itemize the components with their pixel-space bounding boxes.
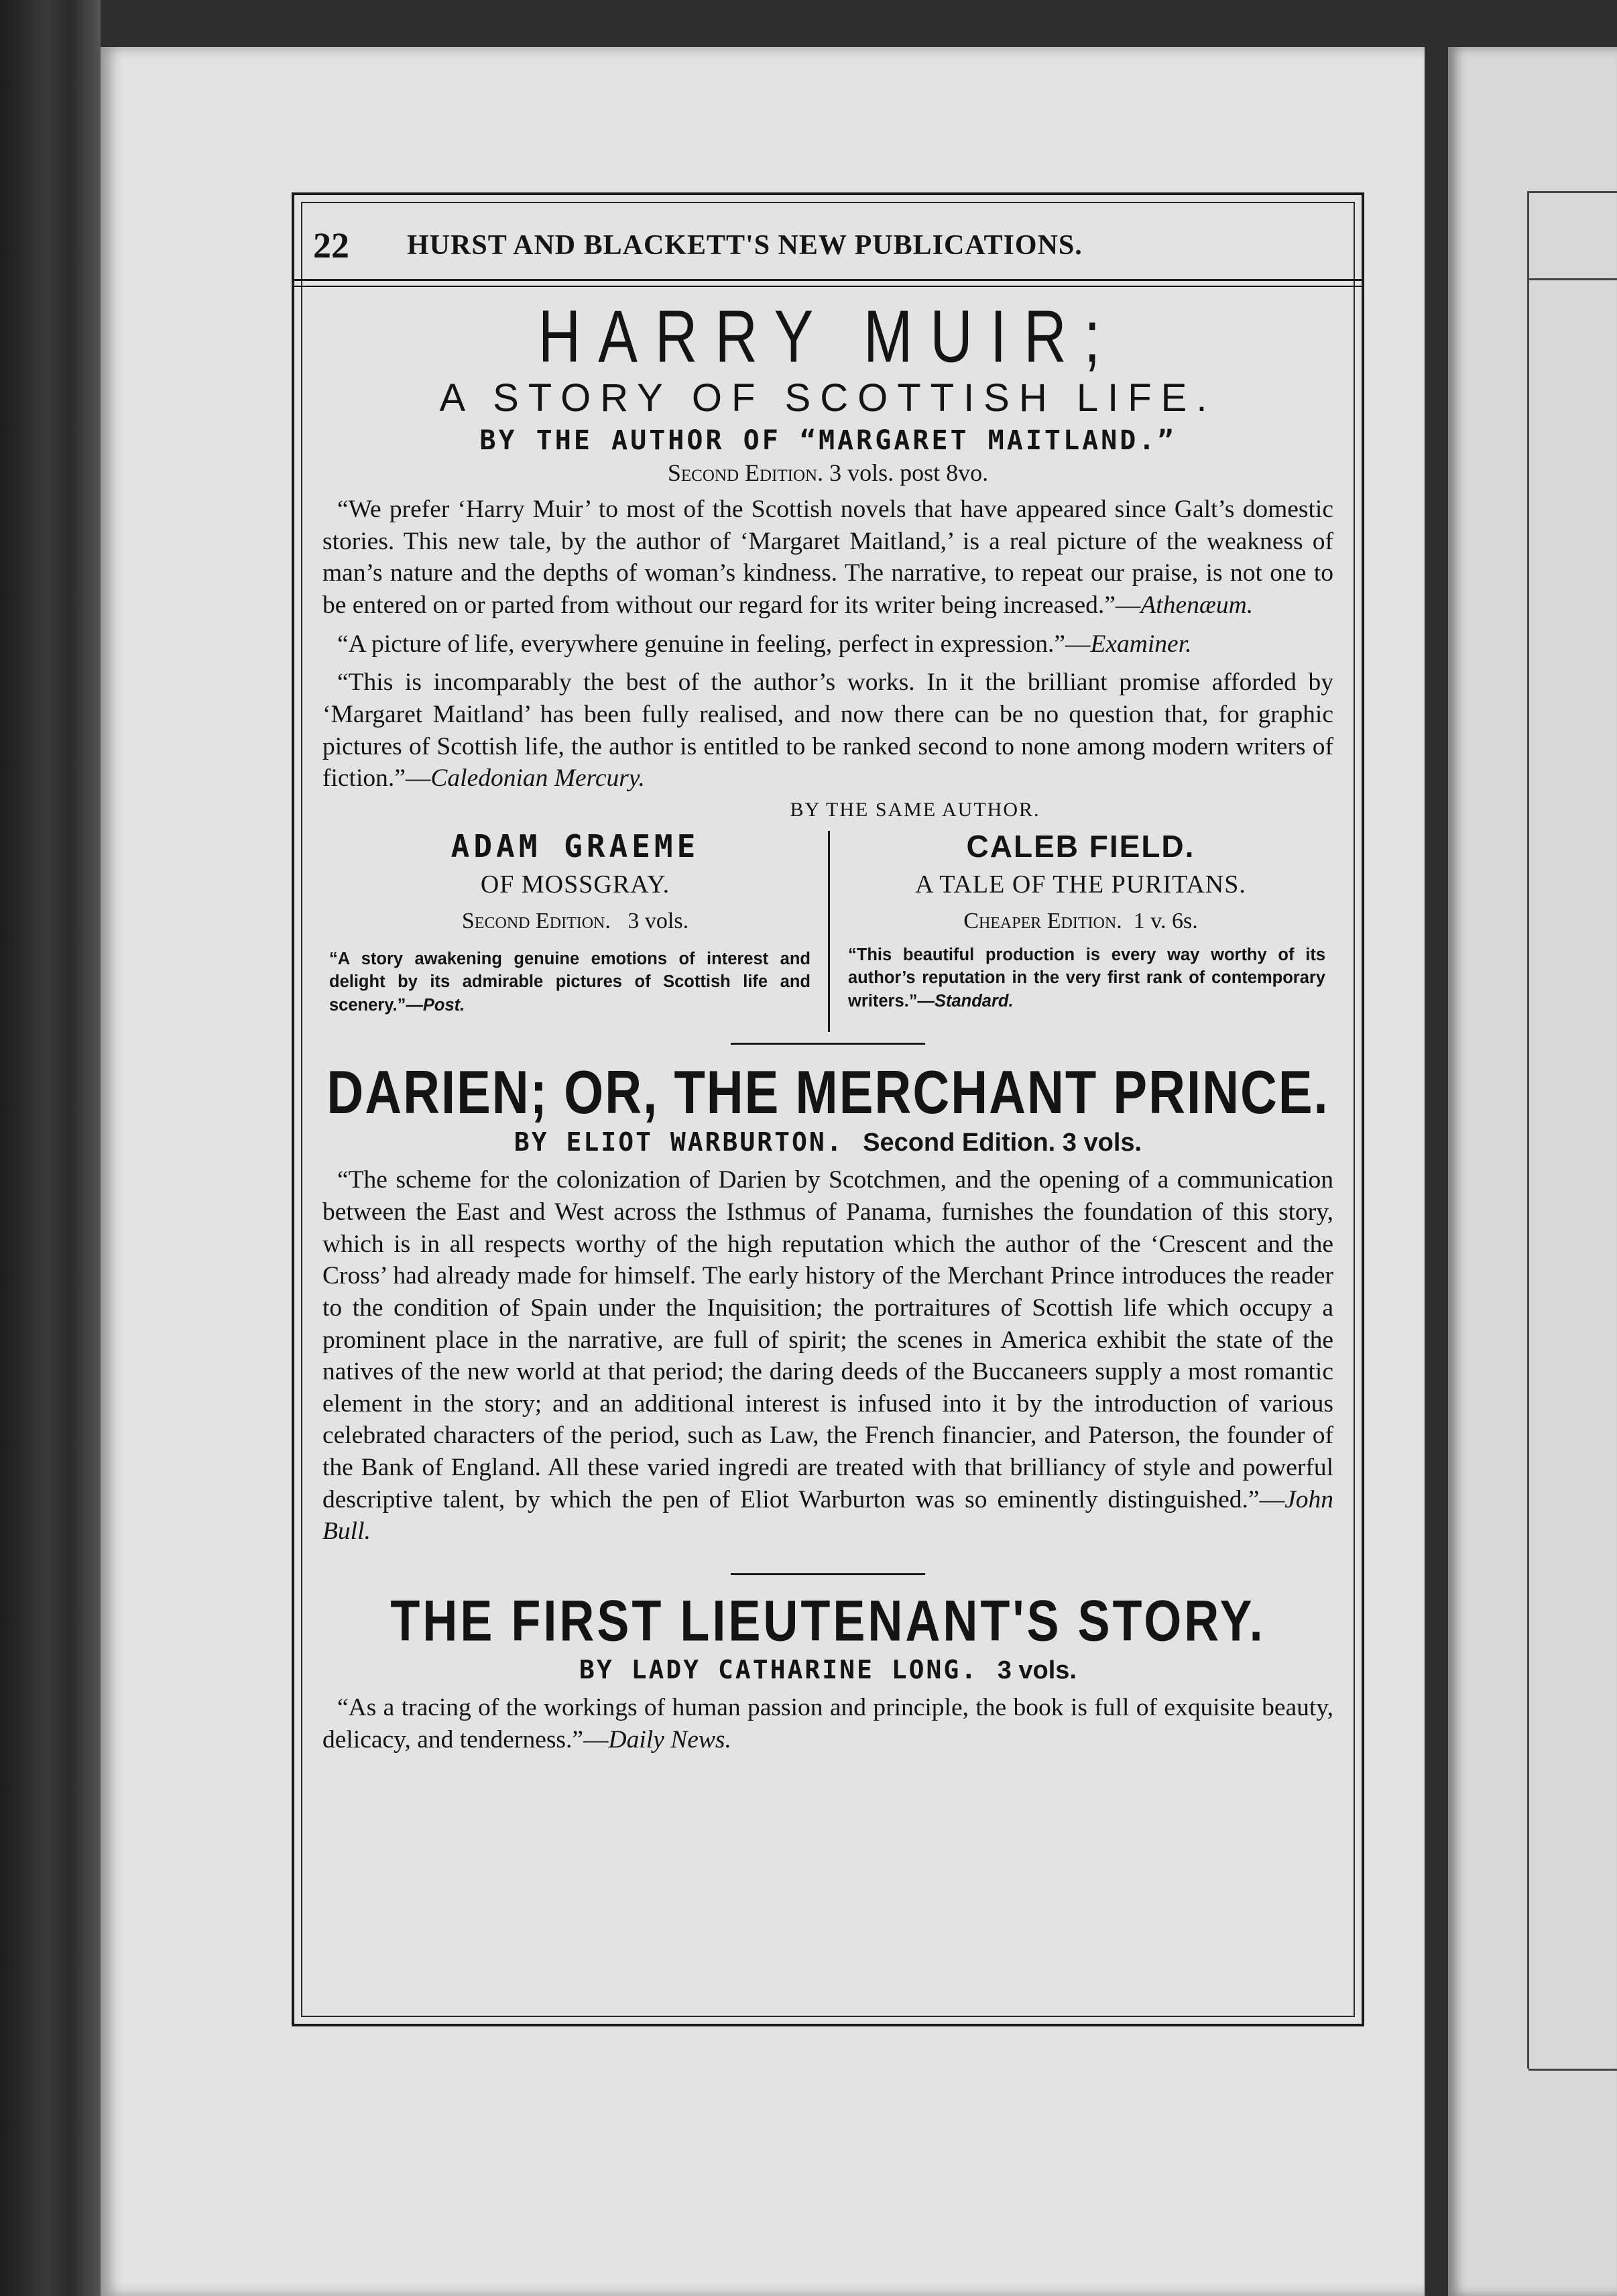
caleb-field-vols: 1 v. 6s. — [1133, 908, 1198, 933]
adam-graeme-vols: 3 vols. — [627, 908, 689, 933]
review-text: “As a tracing of the workings of human passion and principle, the book is full of exquisite beauty, delicacy, and tenderness.”— — [322, 1694, 1333, 1754]
review-source: Standard. — [934, 992, 1014, 1011]
first-lieutenant-byline: BY LADY CATHARINE LONG. — [579, 1655, 979, 1685]
caleb-field-subtitle: A TALE OF THE PURITANS. — [915, 870, 1246, 899]
review-text: “A picture of life, everywhere genuine in feeling, perfect in expression.”— — [337, 630, 1091, 658]
darien-byline-line — [322, 1127, 1333, 1157]
darien-heading — [322, 1058, 1333, 1158]
review-quote — [322, 628, 1333, 661]
section-separator — [731, 1573, 925, 1575]
same-author-label: BY THE SAME AUTHOR. — [790, 798, 1040, 821]
caleb-field-edition: Cheaper Edition. — [963, 908, 1122, 933]
darien-byline: BY ELIOT WARBURTON. — [514, 1127, 844, 1157]
caleb-field-edition-line — [828, 909, 1333, 934]
first-lieutenant-vols: 3 vols. — [997, 1656, 1077, 1685]
darien-review — [322, 1164, 1333, 1548]
review-text: “A story awakening genuine emotions of interest and delight by its admirable pictures of Scottish life and scenery.”— — [329, 949, 811, 1015]
adam-graeme-subtitle: OF MOSSGRAY. — [480, 870, 670, 899]
caleb-field-entry — [828, 824, 1333, 1017]
harry-muir-subtitle: A STORY OF SCOTTISH LIFE. — [439, 376, 1217, 420]
facing-page-rule — [1529, 278, 1617, 280]
harry-muir-heading — [322, 294, 1333, 487]
darien-title: DARIEN; OR, THE MERCHANT PRINCE. — [326, 1058, 1329, 1127]
adam-graeme-edition: Second Edition. — [461, 908, 611, 933]
facing-page-border — [1527, 191, 1529, 2069]
darien-edition: Second Edition. 3 vols. — [863, 1129, 1142, 1157]
harry-muir-byline: BY THE AUTHOR OF “MARGARET MAITLAND.” — [479, 425, 1177, 457]
harry-muir-title: HARRY MUIR; — [538, 294, 1118, 378]
adam-graeme-review — [322, 948, 828, 1017]
review-text: “This is incomparably the best of the author’s works. In it the brilliant promise afforded by ‘Margaret Maitland’ has been fully realised, and now there can be no question that, for graphic pictures of Scottish life, the author is entitled to be ranked second to none among modern writers of fiction.”— — [322, 669, 1333, 793]
review-text: “This beautiful production is every way worthy of its author’s reputation in the very first rank of contemporary writers.”— — [848, 945, 1325, 1011]
header-rule — [294, 279, 1362, 281]
first-lieutenant-heading — [322, 1589, 1333, 1685]
book-spine — [0, 0, 101, 2296]
first-lieutenant-byline-line — [322, 1655, 1333, 1685]
review-source: Examiner. — [1090, 630, 1192, 658]
facing-page-rule — [1529, 191, 1617, 193]
page-number: 22 — [313, 225, 349, 266]
same-author-columns — [322, 824, 1333, 1017]
page-content — [322, 294, 1333, 1756]
facing-page-edge — [1448, 47, 1617, 2296]
review-source: Daily News. — [608, 1725, 731, 1754]
review-text: “The scheme for the colonization of Darien by Scotchmen, and the opening of a communication between the East and West across the Isthmus of Panama, furnishes the foundation of this story, which is in all respects worthy of the high reputation which the author of the ‘Crescent and the Cross’ had already made for himself. The early history of the Merchant Prince introduces the reader to the condition of Spain under the Inquisition; the portraitures of Scottish life which occupy a prominent place in the narrative, are full of spirit; the scenes in America exhibit the state of the natives of the new world at that period; the daring deeds of the Buccaneers supply a most romantic element in the story; and an additional interest is infused into it by the introduction of various celebrated characters of the period, such as Law, the French financier, and Paterson, the founder of the Bank of England. All these varied ingredi are treated with that brilliancy of style and powerful descriptive talent, by which the pen of Eliot Warburton was so eminently distinguished.”— — [322, 1166, 1333, 1513]
review-quote — [322, 494, 1333, 622]
column-divider — [828, 831, 830, 1032]
review-source: Post. — [422, 996, 465, 1015]
caleb-field-title: CALEB FIELD. — [966, 828, 1195, 864]
harry-muir-format: 3 vols. post 8vo. — [829, 459, 989, 487]
running-header — [313, 222, 1343, 269]
review-source: Athenæum. — [1140, 591, 1254, 620]
adam-graeme-edition-line — [322, 909, 828, 934]
review-quote — [322, 667, 1333, 795]
header-rule-double — [294, 286, 1362, 287]
section-separator — [731, 1043, 925, 1045]
running-title: HURST AND BLACKETT'S NEW PUBLICATIONS. — [407, 230, 1083, 261]
adam-graeme-title: ADAM GRAEME — [451, 827, 700, 864]
page-frame — [292, 192, 1364, 2026]
review-text: “We prefer ‘Harry Muir’ to most of the Scottish novels that have appeared since Galt’s domestic stories. This new tale, by the author of ‘Margaret Maitland,’ is a real picture of the weakness of man’s nature and the depths of woman’s kindness. The narrative, to repeat our praise, is not one to be entered on or parted from without our regard for its writer being increased.”— — [322, 496, 1333, 620]
harry-muir-edition: Second Edition. — [667, 459, 824, 487]
first-lieutenant-title: THE FIRST LIEUTENANT'S STORY. — [390, 1589, 1266, 1654]
review-source: John Bull. — [322, 1485, 1333, 1546]
first-lieutenant-review — [322, 1692, 1333, 1756]
facing-page-rule — [1529, 2069, 1617, 2071]
harry-muir-edition-line — [322, 459, 1333, 487]
review-source: Caledonian Mercury. — [430, 764, 645, 793]
adam-graeme-entry — [322, 824, 828, 1017]
caleb-field-review — [828, 943, 1333, 1013]
